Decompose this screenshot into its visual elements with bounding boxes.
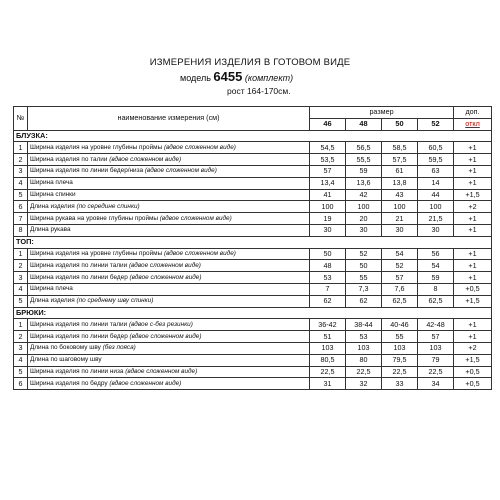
measurement-label: Ширина изделия по линии бедер (30, 332, 128, 340)
tolerance-value: +1 (454, 165, 492, 177)
tolerance-value: +1 (454, 319, 492, 331)
size-value: 59 (418, 272, 454, 284)
size-value: 54 (382, 248, 418, 260)
size-value: 13,8 (382, 177, 418, 189)
measurement-note: (вдвое сложенном виде) (163, 143, 236, 151)
size-value: 80,5 (310, 354, 346, 366)
size-value: 22,5 (418, 366, 454, 378)
measurement-label: Ширина плеча (30, 285, 73, 293)
size-value: 13,4 (310, 177, 346, 189)
tolerance-value: +1,5 (454, 189, 492, 201)
table-row (14, 177, 492, 189)
row-number: 2 (14, 154, 28, 166)
row-number: 2 (14, 260, 28, 272)
size-value: 100 (418, 201, 454, 213)
measurement-name (28, 378, 310, 390)
size-value: 60,5 (418, 142, 454, 154)
size-52: 52 (418, 118, 454, 130)
measurement-note: (вдвое сложенном виде) (125, 367, 198, 375)
model-note: (комплект) (244, 73, 294, 83)
tolerance-value: +1 (454, 154, 492, 166)
measurement-label: Ширина изделия по талии (30, 155, 108, 163)
row-number: 5 (14, 366, 28, 378)
measurement-note: (вдвое сложенном виде) (109, 379, 182, 387)
size-value: 21 (382, 213, 418, 225)
measurement-name (28, 272, 310, 284)
size-48: 48 (346, 118, 382, 130)
measurement-name (28, 224, 310, 236)
size-value: 61 (382, 165, 418, 177)
size-value: 30 (382, 224, 418, 236)
size-value: 50 (310, 248, 346, 260)
measurement-name (28, 260, 310, 272)
table-row (14, 189, 492, 201)
size-value: 38-44 (346, 319, 382, 331)
table-row (14, 366, 492, 378)
measurement-name (28, 283, 310, 295)
size-value: 7,6 (382, 283, 418, 295)
row-number: 3 (14, 342, 28, 354)
size-value: 22,5 (346, 366, 382, 378)
row-number: 1 (14, 319, 28, 331)
size-value: 20 (346, 213, 382, 225)
document-title: ИЗМЕРЕНИЯ ИЗДЕЛИЯ В ГОТОВОМ ВИДЕ (149, 57, 351, 68)
height-info: рост 164-170см. (227, 86, 291, 96)
measurement-label: Длина по шаговому шву (30, 356, 102, 364)
table-row (14, 331, 492, 343)
section-title: БЛУЗКА: (14, 130, 492, 142)
row-number: 7 (14, 213, 28, 225)
section-row (14, 307, 492, 319)
size-value: 100 (346, 201, 382, 213)
row-number: 1 (14, 142, 28, 154)
measurement-note: (вдвое сложенном виде) (163, 249, 236, 257)
measurement-note: (вдвое сложенном виде) (129, 273, 202, 281)
section-row (14, 236, 492, 248)
measurement-note: (вдвое сложенном виде) (109, 155, 182, 163)
measurement-note: (вдвое с-без резинки) (128, 320, 193, 328)
measurement-name (28, 366, 310, 378)
size-value: 31 (310, 378, 346, 390)
measurement-label: Ширина спинки (30, 190, 76, 198)
model-number: 6455 (213, 69, 243, 84)
size-value: 19 (310, 213, 346, 225)
size-value: 62,5 (418, 295, 454, 307)
size-value: 79 (418, 354, 454, 366)
table-row (14, 165, 492, 177)
measurement-label: Ширина изделия по линии низа (30, 367, 124, 375)
measurement-label: Ширина изделия на уровне глубины проймы (30, 249, 163, 257)
tolerance-value: +1,5 (454, 295, 492, 307)
row-number: 4 (14, 177, 28, 189)
size-value: 55,5 (346, 154, 382, 166)
tolerance-value: +1 (454, 248, 492, 260)
row-number: 4 (14, 283, 28, 295)
size-value: 57 (382, 272, 418, 284)
col-extra-header-1: доп. (454, 107, 492, 119)
size-value: 59 (346, 165, 382, 177)
size-value: 56 (418, 248, 454, 260)
measurement-label: Длина изделия (30, 297, 75, 305)
size-value: 53 (346, 331, 382, 343)
tolerance-value: +1 (454, 142, 492, 154)
measurement-name (28, 354, 310, 366)
tolerance-value: +1 (454, 272, 492, 284)
row-number: 2 (14, 331, 28, 343)
size-value: 57 (310, 165, 346, 177)
col-name-header: наименование измерения (см) (28, 107, 310, 131)
size-value: 62 (310, 295, 346, 307)
table-row (14, 142, 492, 154)
table-row (14, 283, 492, 295)
size-value: 30 (346, 224, 382, 236)
section-row (14, 130, 492, 142)
size-value: 21,5 (418, 213, 454, 225)
size-value: 22,5 (310, 366, 346, 378)
size-value: 50 (346, 260, 382, 272)
measurement-note: (по середине спинки) (76, 202, 140, 210)
size-46: 46 (310, 118, 346, 130)
model-line (180, 69, 293, 84)
size-value: 103 (310, 342, 346, 354)
tolerance-value: +2 (454, 201, 492, 213)
tolerance-value: +1 (454, 224, 492, 236)
size-value: 56,5 (346, 142, 382, 154)
measurement-label: Ширина изделия по линии талии (30, 261, 128, 269)
size-value: 32 (346, 378, 382, 390)
tolerance-value: +0,5 (454, 283, 492, 295)
size-value: 52 (346, 248, 382, 260)
size-value: 59,5 (418, 154, 454, 166)
row-number: 3 (14, 165, 28, 177)
measurement-label: Длина изделия (30, 202, 75, 210)
section-title: ТОП: (14, 236, 492, 248)
table-row (14, 224, 492, 236)
measurement-name (28, 213, 310, 225)
tolerance-value: +1,5 (454, 354, 492, 366)
measurement-note: (вдвое сложенном виде) (159, 214, 232, 222)
size-value: 30 (418, 224, 454, 236)
row-number: 6 (14, 378, 28, 390)
measurement-name (28, 165, 310, 177)
size-value: 53 (310, 272, 346, 284)
size-value: 41 (310, 189, 346, 201)
size-value: 62 (346, 295, 382, 307)
size-value: 103 (346, 342, 382, 354)
col-size-header: размер (310, 107, 454, 119)
measurement-label: Ширина изделия по линии талии (30, 320, 128, 328)
size-value: 13,6 (346, 177, 382, 189)
measurement-label: Длина по боковому шву (30, 344, 101, 352)
tolerance-value: +1 (454, 260, 492, 272)
size-value: 44 (418, 189, 454, 201)
size-value: 22,5 (382, 366, 418, 378)
size-value: 42-48 (418, 319, 454, 331)
measurement-label: Ширина рукава на уровне глубины проймы (30, 214, 159, 222)
size-value: 40-46 (382, 319, 418, 331)
size-value: 62,5 (382, 295, 418, 307)
measurement-note: (вдвое сложенном виде) (144, 167, 217, 175)
size-value: 63 (418, 165, 454, 177)
size-value: 42 (346, 189, 382, 201)
size-value: 34 (418, 378, 454, 390)
size-value: 53,5 (310, 154, 346, 166)
measurement-name (28, 295, 310, 307)
size-50: 50 (382, 118, 418, 130)
measurement-name (28, 142, 310, 154)
measurement-name (28, 248, 310, 260)
size-value: 7,3 (346, 283, 382, 295)
tolerance-value: +1 (454, 177, 492, 189)
size-value: 8 (418, 283, 454, 295)
size-value: 43 (382, 189, 418, 201)
row-number: 3 (14, 272, 28, 284)
measurement-label: Ширина изделия по линии бедер (30, 273, 128, 281)
table-row (14, 295, 492, 307)
table-row (14, 260, 492, 272)
size-value: 100 (382, 201, 418, 213)
tolerance-value: +1 (454, 213, 492, 225)
row-number: 5 (14, 189, 28, 201)
table-row (14, 319, 492, 331)
row-number: 8 (14, 224, 28, 236)
size-value: 100 (310, 201, 346, 213)
measurement-name (28, 154, 310, 166)
measurement-note: (вдвое сложенном виде) (128, 261, 201, 269)
table-row (14, 272, 492, 284)
col-extra-header-2: откл (454, 118, 492, 130)
measurement-label: Ширина изделия на уровне глубины проймы (30, 143, 163, 151)
measurement-label: Ширина изделия по линии бедер/низа (30, 167, 144, 175)
size-value: 33 (382, 378, 418, 390)
table-body (14, 130, 492, 390)
row-number: 5 (14, 295, 28, 307)
measurement-name (28, 319, 310, 331)
table-row (14, 378, 492, 390)
tolerance-value: +1 (454, 331, 492, 343)
measurement-name (28, 331, 310, 343)
col-no-header: № (14, 107, 28, 131)
table-row (14, 154, 492, 166)
tolerance-value: +0,5 (454, 378, 492, 390)
measurement-name (28, 342, 310, 354)
table-row (14, 354, 492, 366)
size-value: 54 (418, 260, 454, 272)
size-value: 48 (310, 260, 346, 272)
measurements-table (13, 106, 492, 390)
measurement-note: (без пояса) (102, 344, 136, 352)
size-value: 7 (310, 283, 346, 295)
measurement-name (28, 201, 310, 213)
table-row (14, 213, 492, 225)
row-number: 1 (14, 248, 28, 260)
size-value: 55 (382, 331, 418, 343)
measurement-label: Ширина плеча (30, 179, 73, 187)
size-value: 51 (310, 331, 346, 343)
row-number: 4 (14, 354, 28, 366)
size-value: 103 (382, 342, 418, 354)
row-number: 6 (14, 201, 28, 213)
table-header-row-1 (14, 107, 492, 119)
measurement-name (28, 189, 310, 201)
size-value: 54,5 (310, 142, 346, 154)
size-value: 103 (418, 342, 454, 354)
tolerance-value: +0,5 (454, 366, 492, 378)
measurement-label: Длина рукава (30, 226, 71, 234)
measurement-name (28, 177, 310, 189)
section-title: БРЮКИ: (14, 307, 492, 319)
table-row (14, 342, 492, 354)
size-value: 57 (418, 331, 454, 343)
size-value: 55 (346, 272, 382, 284)
size-value: 36-42 (310, 319, 346, 331)
table-row (14, 248, 492, 260)
tolerance-value: +2 (454, 342, 492, 354)
table-row (14, 201, 492, 213)
measurement-label: Ширина изделия по бедру (30, 379, 108, 387)
measurement-note: (по среднему шву спинки) (76, 297, 154, 305)
size-value: 30 (310, 224, 346, 236)
size-value: 52 (382, 260, 418, 272)
size-value: 80 (346, 354, 382, 366)
size-value: 58,5 (382, 142, 418, 154)
model-label: модель (180, 73, 211, 83)
measurement-note: (вдвое сложенном виде) (129, 332, 202, 340)
size-value: 14 (418, 177, 454, 189)
size-value: 79,5 (382, 354, 418, 366)
size-value: 57,5 (382, 154, 418, 166)
